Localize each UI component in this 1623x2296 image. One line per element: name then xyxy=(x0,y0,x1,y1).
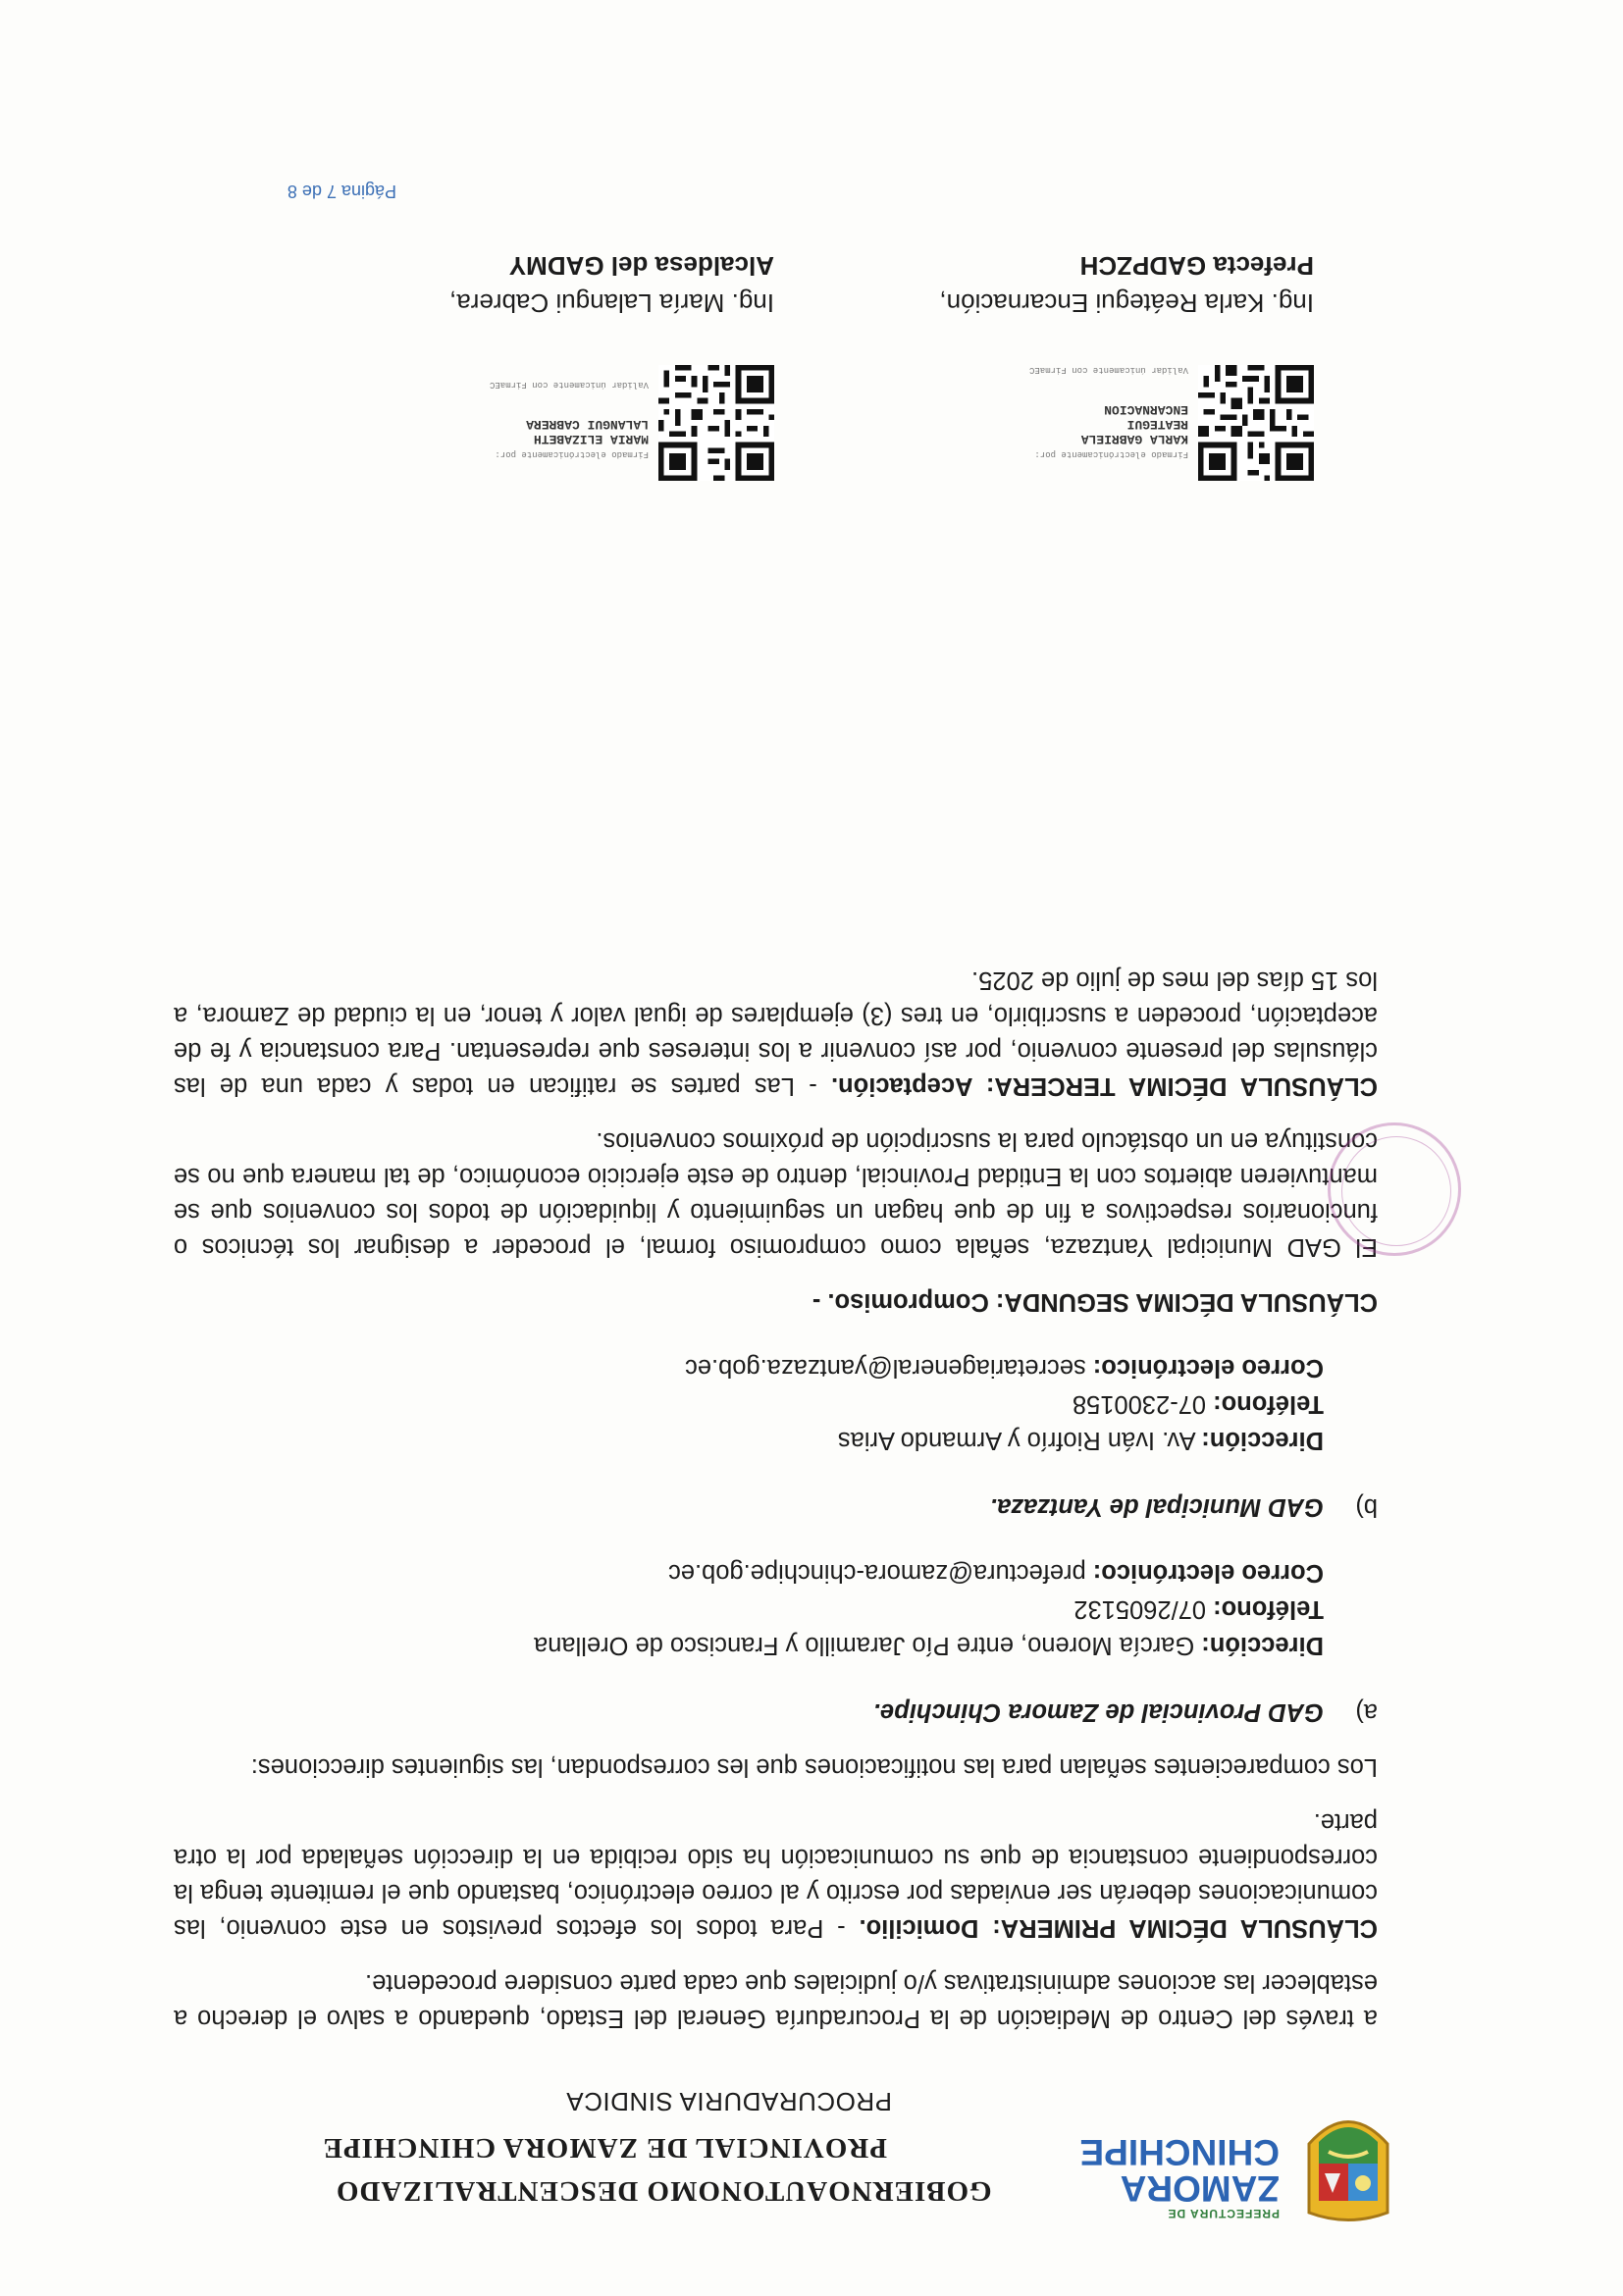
phone-value: 07-2300158 xyxy=(1072,1390,1214,1418)
email-value: prefectura@zamora-chinchipe.gob.ec xyxy=(668,1559,1093,1587)
org-line2: PROVINCIAL DE ZAMORA CHINCHIPE xyxy=(322,2132,887,2164)
qr-caption: Firmado electrónicamente por: xyxy=(1034,449,1188,459)
qr-footer: Validar únicamente con FirmaEC xyxy=(489,380,649,390)
clause-text: - Para todos los efectos previstos en este convenio, las comunicaciones deberán ser enviadas por escrito y al correo electrónico, bastando que el remitente tenga la correspondiente constancia de que su comunicación ha sido recibida en la dirección señalada por la otra parte. xyxy=(174,1808,1378,1942)
phone-value: 07/2605132 xyxy=(1073,1595,1214,1623)
clause-title: CLÁUSULA DÉCIMA PRIMERA: Domicilio. xyxy=(859,1914,1378,1942)
address-label: Dirección: xyxy=(1201,1427,1324,1454)
qr-name: MARIA ELIZABETH xyxy=(533,432,649,446)
page-number: Página 7 de 8 xyxy=(287,182,396,201)
signer-name: Ing. Karla Reátegui Encarnación, xyxy=(939,288,1314,318)
qr-code-icon xyxy=(1198,365,1314,481)
address-value: García Moreno, entre Pío Jaramillo y Francisco de Orellana xyxy=(534,1632,1202,1659)
qr-name: KARLA GABRIELA xyxy=(1080,432,1188,446)
signature-prefecta xyxy=(804,247,1314,481)
email-value: secretariageneral@yantzaza.gob.ec xyxy=(685,1354,1093,1382)
phone-label: Teléfono: xyxy=(1213,1390,1324,1418)
organization-name xyxy=(323,2126,1005,2213)
paragraph-mediation: a través del Centro de Mediación de la Procuraduría General del Estado, quedando a salvo el derecho a establecer las acciones administrativas y/o judiciales que cada parte considere procedente. xyxy=(174,1969,1378,2032)
clause-text: - Las partes se ratifican en todas y cada una de las cláusulas del presente convenio, por así convenir a los intereses que representan. Para constancia y fe de aceptación, proceden a suscribirlo, en tres (3) ejemplares de igual valor y tenor, en la ciudad de Zamora, a los 15 días del mes de julio de 2025. xyxy=(173,966,1378,1100)
phone-label: Teléfono: xyxy=(1213,1595,1324,1623)
email-label: Correo electrónico: xyxy=(1092,1559,1324,1587)
email-label: Correo electrónico: xyxy=(1092,1354,1324,1382)
letterhead xyxy=(141,2075,1476,2242)
signer-role: Alcaldesa del GADMY xyxy=(508,251,774,281)
list-marker: a) xyxy=(1355,1698,1378,1726)
clause-thirteenth xyxy=(174,963,1378,1104)
org-line1: GOBIERNOAUTONOMO DESCENTRALIZADO xyxy=(335,2175,992,2207)
address-title: GAD Provincial de Zamora Chinchipe. xyxy=(872,1698,1324,1726)
signature-alcaldesa xyxy=(264,247,774,481)
signature-area xyxy=(174,186,1378,481)
address-block-provincial xyxy=(174,1554,1378,1730)
document-body xyxy=(174,943,1378,2036)
qr-name: LALANGUI CABRERA xyxy=(526,417,649,432)
list-marker: b) xyxy=(1355,1493,1378,1521)
qr-caption: Firmado electrónicamente por: xyxy=(495,449,649,459)
signer-name: Ing. María Lalangui Cabrera, xyxy=(449,288,774,318)
brand-line2: CHINCHIPE xyxy=(1079,2132,1280,2172)
office-name: PROCURADURIA SINDICA xyxy=(565,2087,892,2116)
address-label: Dirección: xyxy=(1201,1632,1324,1659)
clause-title: CLÁUSULA DÉCIMA TERCERA: Aceptación. xyxy=(830,1072,1378,1100)
paragraph-addresses-intro: Los comparecientes señalan para las notificaciones que les correspondan, las siguientes direcciones: xyxy=(250,1753,1378,1781)
clause-eleventh xyxy=(174,1804,1378,1946)
brand-line1: ZAMORA xyxy=(1120,2168,1280,2209)
qr-signature-text xyxy=(1029,362,1188,461)
address-value: Av. Iván Riofrío y Armando Arias xyxy=(837,1427,1202,1454)
coat-of-arms-icon xyxy=(1299,2097,1397,2222)
signer-role: Prefecta GADPZCH xyxy=(1079,251,1314,281)
qr-code-icon xyxy=(658,365,774,481)
brand-logo xyxy=(1079,2134,1280,2220)
clause-twelfth-text: El GAD Municipal Yantzaza, señala como compromiso formal, el proceder a designar los técnicos o funcionarios respectivos a fin de que hagan un seguimiento y liquidación de todos los convenios que se mantuvieren abiertos con la Entidad Provincial, dentro de este ejercicio económico, de tal manera que no se constituya en un obstáculo para la suscripción de próximos convenios. xyxy=(174,1127,1378,1261)
brand-prefix: PREFECTURA DE xyxy=(1167,2207,1280,2220)
qr-signature-text xyxy=(490,377,649,461)
address-title: GAD Municipal de Yantzaza. xyxy=(989,1493,1324,1521)
faded-stamp xyxy=(1341,1136,1451,1246)
qr-footer: Validar únicamente con FirmaEC xyxy=(1028,365,1188,375)
qr-name: ENCARNACION xyxy=(1104,402,1188,417)
qr-name: REATEGUI xyxy=(1126,417,1188,432)
clause-twelfth-title: CLÁUSULA DÉCIMA SEGUNDA: Compromiso. - xyxy=(812,1288,1378,1316)
address-block-municipal xyxy=(174,1349,1378,1525)
